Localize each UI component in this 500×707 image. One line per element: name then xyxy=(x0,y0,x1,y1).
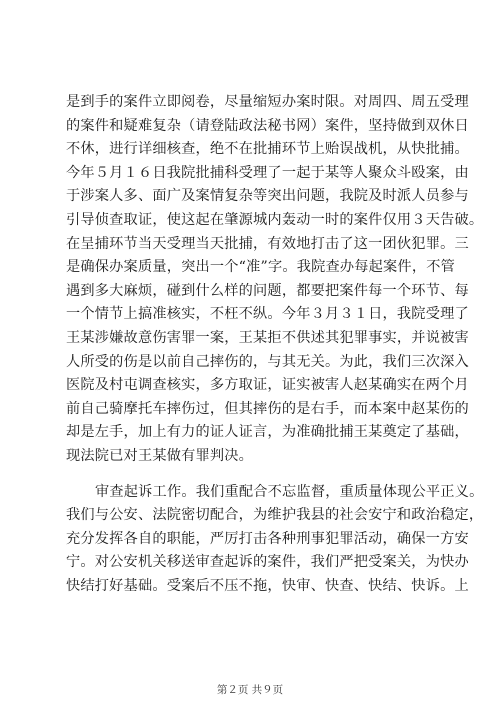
text-line: 是确保办案质量，突出一个“准”字。我院查办每起案件，不管 xyxy=(66,259,455,276)
text-line: 我们与公安、法院密切配合，为维护我县的社会安宁和政治稳定， xyxy=(66,507,484,524)
text-line: 今年５月１６日我院批捕科受理了一起于某等人聚众斗殴案，由 xyxy=(66,164,469,181)
text-line: 医院及村屯调查核实，多方取证，证实被害人赵某确实在两个月 xyxy=(66,377,469,394)
text-line: 的案件和疑难复杂（请登陆政法秘书网）案件，坚持做到双休日 xyxy=(66,117,469,134)
text-line: 审查起诉工作。我们重配合不忘监督，重质量体现公平正义。 xyxy=(95,483,484,500)
page-number-footer: 第２页 共９页 xyxy=(216,684,284,696)
text-line: 在呈捕环节当天受理当天批捕，有效地打击了这一团伙犯罪。三 xyxy=(66,235,469,252)
text-line: 现法院已对王某做有罪判决。 xyxy=(66,447,254,464)
paragraph-1 xyxy=(66,91,484,469)
text-line: 不休，进行详细核查，绝不在批捕环节上贻误战机，从快批捕。 xyxy=(66,141,469,158)
paragraph-2 xyxy=(66,481,484,599)
text-line: 王某涉嫌故意伤害罪一案，王某拒不供述其犯罪事实，并说被害 xyxy=(66,329,469,346)
text-line: 前自己骑摩托车摔伤过，但其摔伤的是右手，而本案中赵某伤的 xyxy=(66,400,469,417)
text-line: 一个情节上搞准核实，不枉不纵。今年３月３１日，我院受理了 xyxy=(66,306,469,323)
text-line: 遇到多大麻烦，碰到什么样的问题，都要把案件每一个环节、每 xyxy=(66,282,469,299)
text-line: 却是左手，加上有力的证人证言，为准确批捕王某奠定了基础， xyxy=(66,424,469,441)
text-line: 快结打好基础。受案后不压不拖，快审、快查、快结、快诉。上 xyxy=(66,577,469,594)
paragraph-gap xyxy=(66,469,438,481)
text-line: 充分发挥各自的职能，严厉打击各种刑事犯罪活动，确保一方安 xyxy=(66,530,469,547)
text-line: 人所受的伤是以前自己摔伤的，与其无关。为此，我们三次深入 xyxy=(66,353,469,370)
text-line: 于涉案人多、面广及案情复杂等突出问题，我院及时派人员参与 xyxy=(66,188,469,205)
text-line: 宁。对公安机关移送审查起诉的案件，我们严把受案关，为快办 xyxy=(66,554,469,571)
text-line: 是到手的案件立即阅卷，尽量缩短办案时限。对周四、周五受理 xyxy=(66,94,469,110)
text-line: 引导侦查取证，使这起在肇源城内轰动一时的案件仅用３天告破。 xyxy=(66,211,484,228)
document-body xyxy=(66,91,484,598)
